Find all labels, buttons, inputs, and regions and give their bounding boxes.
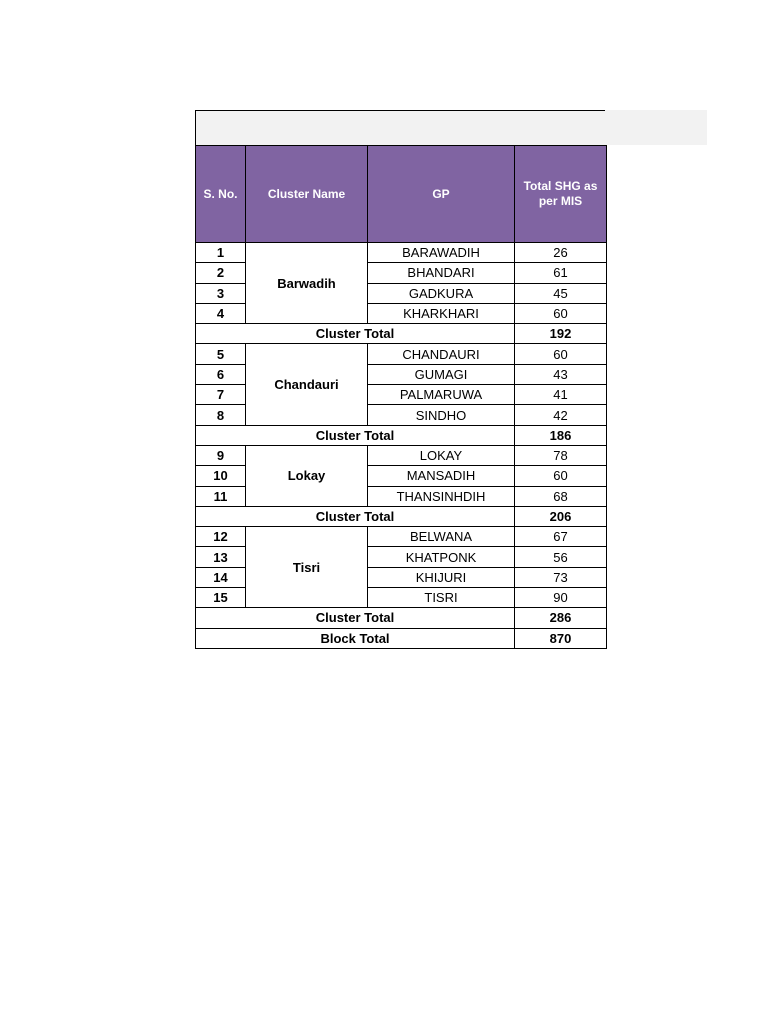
serial-number-cell: 7 xyxy=(196,385,246,405)
gp-name-cell: SINDHO xyxy=(368,405,515,425)
cluster-total-label: Cluster Total xyxy=(196,506,515,526)
serial-number-cell: 8 xyxy=(196,405,246,425)
table-row xyxy=(196,445,607,465)
cluster-total-value: 286 xyxy=(515,608,607,628)
serial-number-cell: 12 xyxy=(196,527,246,547)
cluster-total-label: Cluster Total xyxy=(196,425,515,445)
cluster-total-value: 186 xyxy=(515,425,607,445)
gp-name-cell: CHANDAURI xyxy=(368,344,515,364)
table-row xyxy=(196,243,607,263)
cluster-total-row xyxy=(196,608,607,628)
block-total-value: 870 xyxy=(515,628,607,648)
gp-name-cell: BHANDARI xyxy=(368,263,515,283)
serial-number-cell: 10 xyxy=(196,466,246,486)
block-total-row xyxy=(196,628,607,648)
cluster-total-label: Cluster Total xyxy=(196,324,515,344)
serial-number-cell: 6 xyxy=(196,364,246,384)
gp-name-cell: GUMAGI xyxy=(368,364,515,384)
gp-name-cell: MANSADIH xyxy=(368,466,515,486)
block-total-label: Block Total xyxy=(196,628,515,648)
cluster-name-cell: Lokay xyxy=(246,445,368,506)
header-cluster-name: Cluster Name xyxy=(246,146,368,243)
serial-number-cell: 15 xyxy=(196,588,246,608)
cluster-total-label: Cluster Total xyxy=(196,608,515,628)
shg-count-cell: 61 xyxy=(515,263,607,283)
shg-count-cell: 43 xyxy=(515,364,607,384)
gp-name-cell: KHIJURI xyxy=(368,567,515,587)
shg-count-cell: 60 xyxy=(515,303,607,323)
gp-name-cell: LOKAY xyxy=(368,445,515,465)
serial-number-cell: 9 xyxy=(196,445,246,465)
shg-count-cell: 78 xyxy=(515,445,607,465)
header-total-shg: Total SHG as per MIS xyxy=(515,146,607,243)
shg-count-cell: 42 xyxy=(515,405,607,425)
cluster-total-value: 206 xyxy=(515,506,607,526)
serial-number-cell: 13 xyxy=(196,547,246,567)
shg-count-cell: 67 xyxy=(515,527,607,547)
serial-number-cell: 11 xyxy=(196,486,246,506)
shg-count-cell: 73 xyxy=(515,567,607,587)
serial-number-cell: 2 xyxy=(196,263,246,283)
serial-number-cell: 5 xyxy=(196,344,246,364)
cluster-total-row xyxy=(196,324,607,344)
cluster-total-row xyxy=(196,425,607,445)
table-body xyxy=(196,243,607,649)
gp-name-cell: BELWANA xyxy=(368,527,515,547)
serial-number-cell: 1 xyxy=(196,243,246,263)
shg-count-cell: 60 xyxy=(515,344,607,364)
shg-table xyxy=(195,145,607,649)
gp-name-cell: THANSINHDIH xyxy=(368,486,515,506)
serial-number-cell: 14 xyxy=(196,567,246,587)
shg-count-cell: 68 xyxy=(515,486,607,506)
gp-name-cell: KHATPONK xyxy=(368,547,515,567)
gp-name-cell: BARAWADIH xyxy=(368,243,515,263)
header-sno: S. No. xyxy=(196,146,246,243)
shg-count-cell: 60 xyxy=(515,466,607,486)
cluster-name-cell: Tisri xyxy=(246,527,368,608)
serial-number-cell: 3 xyxy=(196,283,246,303)
shg-count-cell: 45 xyxy=(515,283,607,303)
shg-count-cell: 26 xyxy=(515,243,607,263)
header-gp: GP xyxy=(368,146,515,243)
cluster-total-row xyxy=(196,506,607,526)
cluster-total-value: 192 xyxy=(515,324,607,344)
gp-name-cell: TISRI xyxy=(368,588,515,608)
gp-name-cell: PALMARUWA xyxy=(368,385,515,405)
gp-name-cell: KHARKHARI xyxy=(368,303,515,323)
table-row xyxy=(196,344,607,364)
title-bar-border xyxy=(195,110,605,145)
cluster-name-cell: Chandauri xyxy=(246,344,368,425)
shg-count-cell: 56 xyxy=(515,547,607,567)
serial-number-cell: 4 xyxy=(196,303,246,323)
shg-count-cell: 41 xyxy=(515,385,607,405)
header-row xyxy=(196,146,607,243)
gp-name-cell: GADKURA xyxy=(368,283,515,303)
table-row xyxy=(196,527,607,547)
cluster-name-cell: Barwadih xyxy=(246,243,368,324)
shg-count-cell: 90 xyxy=(515,588,607,608)
